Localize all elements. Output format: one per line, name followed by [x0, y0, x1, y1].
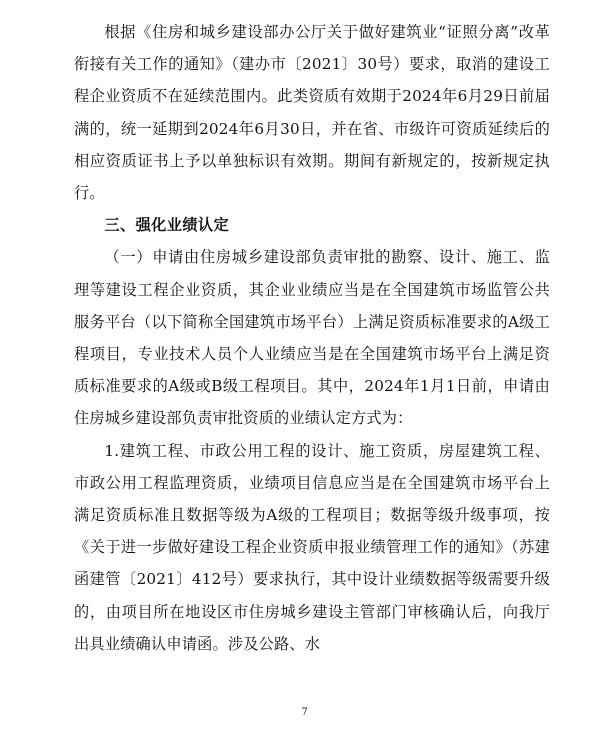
document-body: [74, 16, 550, 660]
paragraph-performance-requirements: （一）申请由住房城乡建设部负责审批的勘察、设计、施工、监理等建设工程企业资质，其企业业绩应当是在全国建筑市场监管公共服务平台（以下简称全国建筑市场平台）上满足资质标准要求的A级工程项目，专业技术人员个人业绩应当是在全国建筑市场平台上满足资质标准要求的A级或B级工程项目。其中，2024年1月1日前，申请由住房城乡建设部负责审批资质的业绩认定方式为：: [74, 248, 550, 428]
page-number: 7: [301, 707, 308, 718]
section-heading-performance: 三、强化业绩认定: [104, 216, 230, 235]
paragraph-certificate-extension: 根据《住房和城乡建设部办公厅关于做好建筑业“证照分离”改革衔接有关工作的通知》（建办市〔2021〕30号）要求，取消的建设工程企业资质不在延续范围内。此类资质有效期于2024年6月29日前届满的，统一延期到2024年6月30日，并在省、市级许可资质延续后的相应资质证书上予以单独标识有效期。期间有新规定的，按新规定执行。: [74, 23, 550, 203]
paragraph-item-1-construction: 1.建筑工程、市政公用工程的设计、施工资质，房屋建筑工程、市政公用工程监理资质，业绩项目信息应当是在全国建筑市场平台上满足资质标准且数据等级为A级的工程项目；数据等级升级事项，按《关于进一步做好建设工程企业资质申报业绩管理工作的通知》（苏建函建管〔2021〕412号）要求执行，其中设计业绩数据等级需要升级的，由项目所在地设区市住房城乡建设主管部门审核确认后，向我厅出具业绩确认申请函。涉及公路、水: [74, 441, 550, 653]
